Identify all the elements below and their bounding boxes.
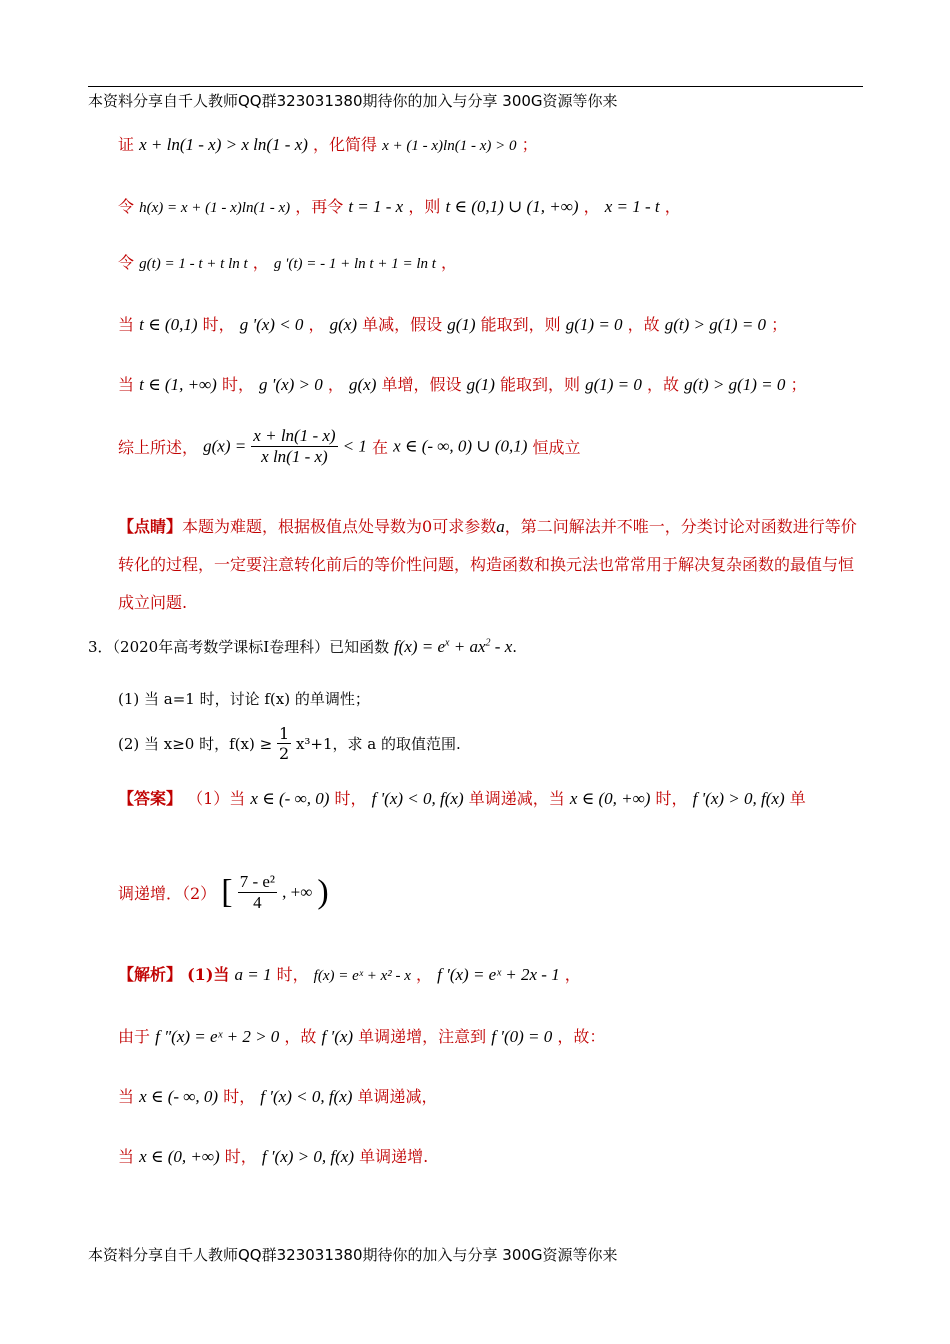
math-function: g(x) — [329, 315, 358, 334]
analysis-text: ，故 — [284, 1027, 317, 1046]
analysis-text: 单调递增，注意到 — [358, 1027, 487, 1046]
fraction-numerator: x + ln(1 - x) — [253, 426, 336, 445]
analysis-text: 当 — [118, 1147, 135, 1166]
math-inequality: g(t) > g(1) = 0 — [684, 375, 786, 394]
math-derivative-sign: f '(x) > 0, f(x) — [692, 789, 785, 808]
proof-text: 单增，假设 — [381, 375, 462, 394]
math-derivative-sign: g '(x) < 0 — [239, 315, 304, 334]
analysis-text: (1)当 — [187, 965, 230, 984]
math-second-derivative: f ″(x) = eˣ + 2 > 0 — [155, 1027, 280, 1046]
answer-text: 单调递减，当 — [468, 789, 565, 808]
proof-text: ； — [790, 375, 807, 394]
math-substitution: t = 1 - x — [348, 197, 404, 216]
math-interval: x ∈ (- ∞, 0) — [139, 1087, 219, 1106]
func-part: - x — [490, 637, 513, 656]
math-inequality: < 1 — [342, 436, 367, 456]
analysis-text: ，故： — [557, 1027, 606, 1046]
math-function-definition — [394, 637, 512, 656]
math-interval: x ∈ (0, +∞) — [139, 1147, 220, 1166]
math-h-definition: h(x) = x + (1 - x)ln(1 - x) — [139, 200, 291, 216]
proof-text: 单减，假设 — [362, 315, 443, 334]
proof-text: ， — [441, 253, 458, 272]
math-function: g(x) = — [203, 436, 247, 456]
part-text: x³+1，求 a 的取值范围. — [295, 735, 461, 753]
answer-line-2 — [118, 872, 329, 913]
proof-text: ，化简得 — [313, 135, 378, 154]
math-fraction — [251, 426, 337, 467]
math-derivative-sign: f ′(x) < 0, f(x) — [260, 1087, 353, 1106]
math-inequality: g(t) > g(1) = 0 — [664, 315, 767, 334]
math-domain: t ∈ (0,1) ∪ (1, +∞) — [445, 197, 579, 216]
func-part: f(x) = e — [393, 637, 446, 656]
question-3-part-2 — [118, 724, 461, 763]
part-text: (2) 当 x≥0 时，f(x) ≥ — [118, 735, 273, 753]
math-interval: t ∈ (1, +∞) — [139, 375, 217, 394]
proof-text: 恒成立 — [532, 438, 581, 457]
fraction-denominator: x ln(1 - x) — [261, 447, 328, 466]
proof-text: ； — [771, 315, 788, 334]
analysis-text: 时， — [223, 1087, 256, 1106]
question-source: （2020年高考数学课标Ⅰ卷理科）已知函数 — [112, 638, 390, 656]
question-number: 3． — [88, 638, 113, 656]
func-exponent: x — [445, 637, 450, 649]
math-g-derivative: g '(t) = - 1 + ln t + 1 = ln t — [273, 256, 436, 272]
analysis-line-3 — [118, 1084, 438, 1107]
answer-text: （1）当 — [187, 789, 246, 808]
proof-text: ，故 — [646, 375, 679, 394]
proof-text: ， — [308, 315, 325, 334]
answer-text: 时， — [334, 789, 367, 808]
proof-line-1 — [118, 132, 538, 155]
punctuation: . — [512, 638, 518, 656]
math-equation: g(1) = 0 — [565, 315, 623, 334]
math-derivative-sign: g '(x) > 0 — [259, 375, 323, 394]
range-tail: , +∞ — [282, 882, 313, 902]
proof-text: 当 — [118, 315, 135, 334]
math-inequality: x + (1 - x)ln(1 - x) > 0 — [382, 138, 517, 154]
answer-text: 调递增．（2） — [118, 884, 217, 903]
analysis-text: 时， — [224, 1147, 257, 1166]
analysis-text: ， — [564, 965, 581, 984]
analysis-line-1 — [118, 962, 581, 985]
math-substitution: x = 1 - t — [604, 197, 660, 216]
analysis-text: 当 — [118, 1087, 135, 1106]
analysis-text: 单调递减， — [357, 1087, 438, 1106]
math-function: g(1) — [466, 375, 495, 394]
math-function: g(x) — [348, 375, 377, 394]
header-rule — [88, 86, 863, 87]
fraction-numerator: 1 — [278, 724, 290, 743]
question-3-stem — [88, 636, 517, 657]
tip-label: 【点睛】 — [118, 517, 183, 536]
proof-text: ，则 — [408, 197, 441, 216]
proof-text: ， — [583, 197, 600, 216]
fraction-numerator: 7 - e² — [239, 872, 276, 891]
math-derivative-sign: f '(x) < 0, f(x) — [371, 789, 464, 808]
tip-paragraph — [118, 508, 858, 622]
math-interval: t ∈ (0,1) — [139, 315, 198, 334]
proof-line-5 — [118, 372, 807, 395]
analysis-text: 时， — [276, 965, 309, 984]
answer-line-1 — [118, 786, 806, 809]
analysis-text: 单调递增. — [359, 1147, 429, 1166]
math-inequality: x + ln(1 - x) > x ln(1 - x) — [139, 135, 308, 154]
proof-text: ； — [521, 135, 538, 154]
proof-line-4 — [118, 312, 787, 335]
func-part: + ax — [449, 637, 486, 656]
math-derivative-sign: f ′(x) > 0, f(x) — [261, 1147, 354, 1166]
analysis-label: 【解析】 — [118, 965, 183, 984]
proof-text: 能取到，则 — [480, 315, 561, 334]
proof-text: 综上所述， — [118, 438, 199, 457]
proof-text: ， — [252, 253, 269, 272]
proof-text: ， — [664, 197, 681, 216]
tip-text: ，第二问解法并不唯一，分类讨论对函数进行等价转化的过程，一定要注意转化前后的等价性问题，构造函数和换元法也常常用于解决复杂函数的最值与恒成立问题. — [118, 517, 857, 612]
proof-text: ，故 — [627, 315, 660, 334]
proof-line-3 — [118, 250, 457, 273]
math-equation: a = 1 — [234, 965, 272, 984]
proof-text: 时， — [202, 315, 235, 334]
proof-text: ，再令 — [295, 197, 344, 216]
math-interval: x ∈ (0, +∞) — [569, 789, 651, 808]
right-paren: ) — [317, 873, 329, 911]
page-header: 本资料分享自千人教师QQ群323031380期待你的加入与分享 300G资源等你来 — [88, 92, 618, 110]
proof-text: 能取到，则 — [499, 375, 580, 394]
proof-text: ， — [327, 375, 344, 394]
tip-text: 本题为难题，根据极值点处导数为0可求参数 — [182, 517, 497, 536]
func-exponent: 2 — [485, 637, 491, 649]
answer-text: 单 — [789, 789, 806, 808]
math-domain: x ∈ (- ∞, 0) ∪ (0,1) — [393, 436, 528, 456]
math-function: g(1) — [447, 315, 476, 334]
proof-text: 时， — [221, 375, 254, 394]
question-3-part-1: (1) 当 a=1 时，讨论 f(x) 的单调性； — [118, 690, 370, 708]
fraction-denominator: 2 — [278, 744, 290, 763]
math-function-definition: f(x) = eˣ + x² - x — [313, 968, 411, 984]
math-g-definition: g(t) = 1 - t + t ln t — [139, 256, 248, 272]
proof-line-6 — [118, 426, 581, 467]
analysis-line-2 — [118, 1024, 605, 1047]
math-fraction — [277, 724, 291, 763]
math-equation: g(1) = 0 — [585, 375, 642, 394]
math-variable: a — [496, 517, 505, 536]
answer-label: 【答案】 — [118, 789, 183, 808]
proof-text: 当 — [118, 375, 135, 394]
math-derivative: f ′(x) = eˣ + 2x - 1 — [437, 965, 560, 984]
proof-line-2 — [118, 194, 681, 217]
proof-text: 令 — [118, 197, 135, 216]
page-footer: 本资料分享自千人教师QQ群323031380期待你的加入与分享 300G资源等你来 — [88, 1246, 618, 1264]
analysis-text: 由于 — [118, 1027, 151, 1046]
math-fraction — [238, 872, 277, 913]
proof-text: 证 — [118, 135, 135, 154]
fraction-denominator: 4 — [253, 893, 262, 912]
math-equation: f ′(0) = 0 — [491, 1027, 553, 1046]
proof-text: 在 — [372, 438, 389, 457]
left-bracket: [ — [221, 873, 233, 911]
proof-text: 令 — [118, 253, 135, 272]
analysis-text: ， — [416, 965, 433, 984]
analysis-line-4 — [118, 1144, 428, 1167]
answer-text: 时， — [655, 789, 688, 808]
math-interval: x ∈ (- ∞, 0) — [250, 789, 330, 808]
math-derivative: f ′(x) — [321, 1027, 354, 1046]
